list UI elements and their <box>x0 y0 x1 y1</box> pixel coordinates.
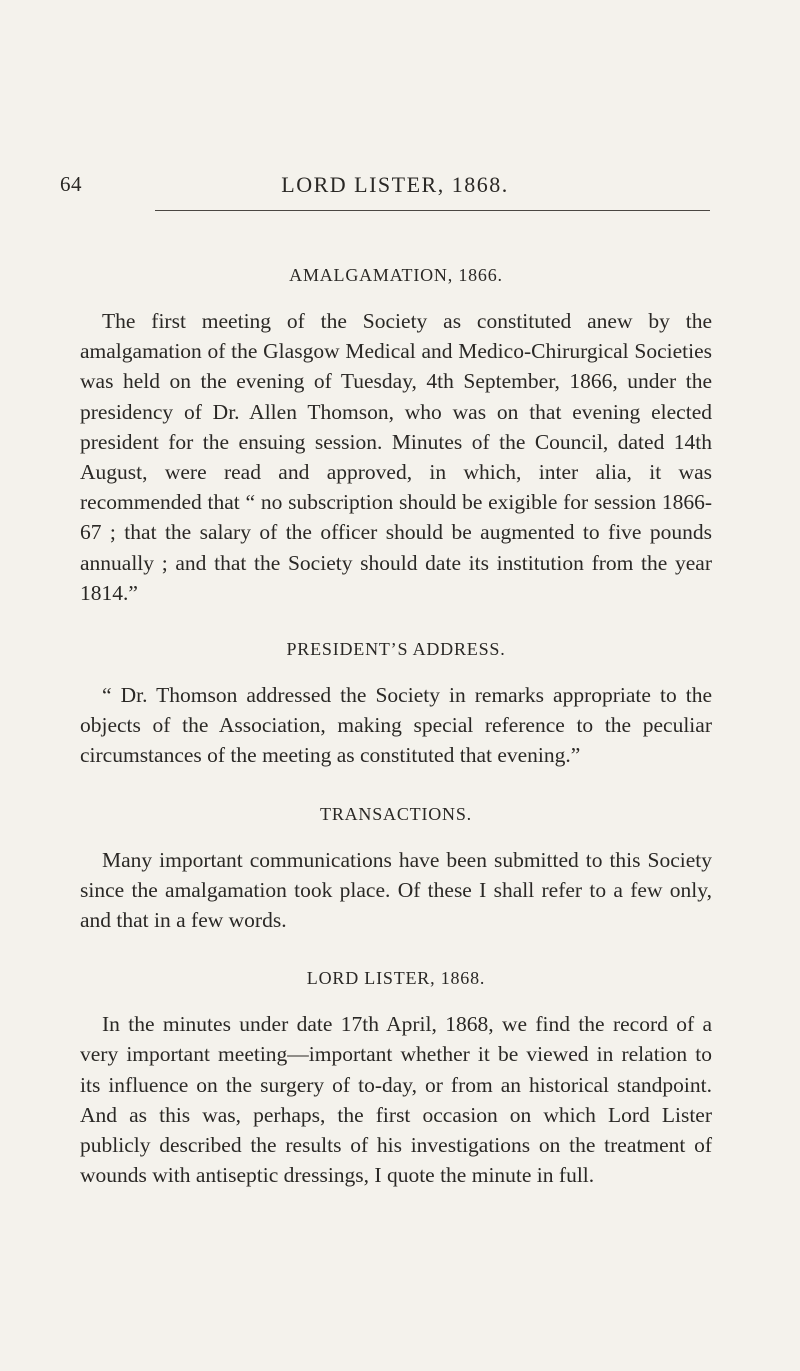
section-heading-lord-lister: LORD LISTER, 1868. <box>306 968 486 989</box>
paragraph-transactions: Many important communications have been submitted to this Society since the amalgamation took place. Of these I shall refer to a few only, and that in a few words. <box>80 847 712 933</box>
section-heading-presidents-address: PRESIDENT’S ADDRESS. <box>286 639 506 660</box>
paragraph-presidents-address: “ Dr. Thomson addressed the Society in remarks appropriate to the objects of the Association, making special reference to the peculiar circumstances of the meeting as constituted that evening.” <box>80 683 712 768</box>
paragraph-lord-lister: In the minutes under date 17th April, 1868, we find the record of a very important meeting—important whether it be viewed in relation to its influence on the surgery of to-day, or from an historical standpoint. And as this was, perhaps, the first occasion on which Lord Lister publicly described the results of his investigations on the treatment of wounds with antiseptic dressings, I quote the minute in full. <box>80 1012 712 1188</box>
header-rule <box>155 210 710 211</box>
page-number: 64 <box>60 172 82 196</box>
page-header <box>60 172 710 200</box>
paragraph-amalgamation: The first meeting of the Society as constituted anew by the amalgamation of the Glasgow Medical and Medico-Chirurgical Societies was held on the evening of Tuesday, 4th September, 1866, under the presidency of Dr. Allen Thomson, who was on that evening elected president for the ensuing session. Minutes of the Council, dated 14th August, were read and approved, in which, inter alia, it was recommended that “ no subscription should be exigible for session 1866-67 ; that the salary of the officer should be augmented to five pounds annually ; and that the Society should date its institution from the year 1814.” <box>80 309 712 605</box>
section-heading-amalgamation: AMALGAMATION, 1866. <box>289 265 503 285</box>
section-heading-transactions: TRANSACTIONS. <box>320 803 472 824</box>
body-text <box>80 262 712 1190</box>
running-title: LORD LISTER, 1868. <box>281 172 509 197</box>
